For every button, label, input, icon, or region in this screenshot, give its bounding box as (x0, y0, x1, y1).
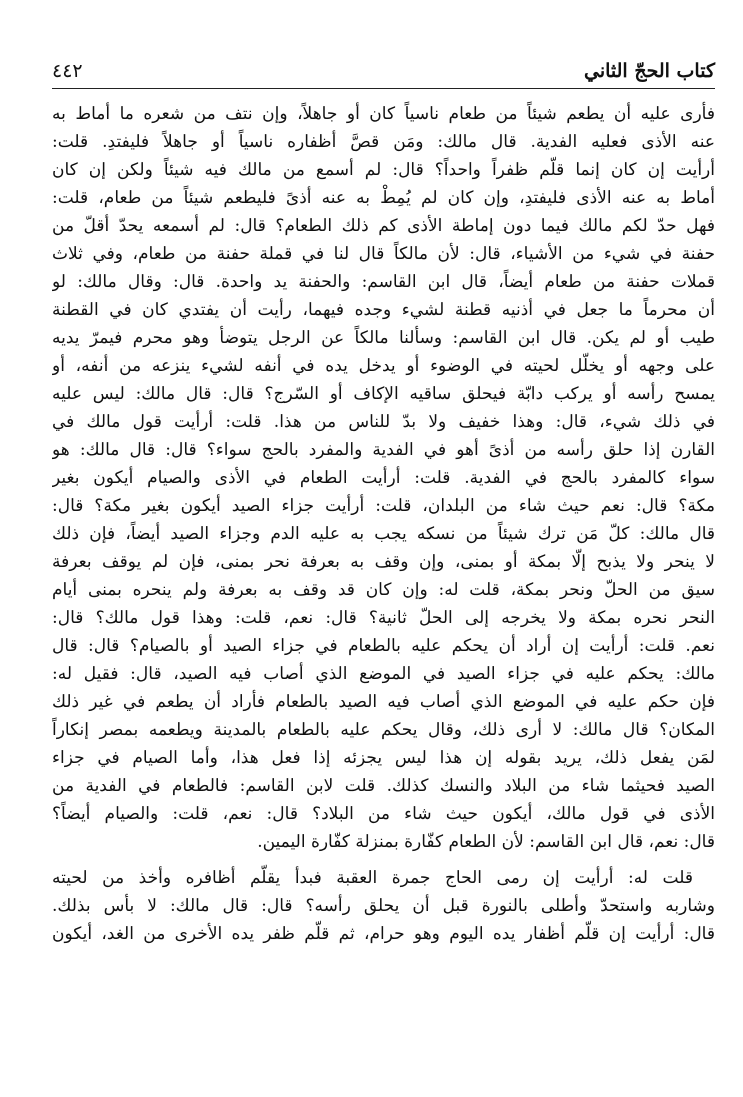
text-line: الصيد فحيثما شاء من البلاد والنسك كذلك. قلت لابن القاسم: فالطعام في الفدية من (52, 776, 715, 796)
text-line: قلت له: أرأيت إن رمى الحاج جمرة العقبة فبدأ يقلّم أظافره وأخذ من لحيته (52, 868, 693, 888)
text-line: قال مالك: كلّ مَن ترك شيئاً من نسكه يجب به عليه الدم وجزاء الصيد أيضاً، فإن ذلك (52, 524, 715, 544)
text-line: نعم. قلت: أرأيت إن أراد أن يحكم عليه بالطعام في جزاء الصيد أو بالصيام؟ قال: قال (52, 636, 715, 656)
text-line: سيق من الحلّ ونحر بمكة، قلت له: وإن كان قد وقف به بعرفة ولم ينحره بمنى أيام (52, 580, 715, 600)
text-line: أرأيت إن كان إنما قلّم ظفراً واحداً؟ قال: لم أسمع من مالك فيه شيئاً ولكن إن كان (52, 160, 715, 180)
header-divider (52, 88, 715, 89)
page-number: ٤٤٢ (52, 60, 83, 82)
text-line: يمسح رأسه أو يركب دابّة فيحلق ساقيه الإكاف أو السّرج؟ قال: قال مالك: ليس عليه (52, 384, 715, 404)
text-line: حفنة في شيء من الأشياء، قال: لأن مالكاً قال لنا في قملة حفنة من طعام، وفي ثلاث (52, 244, 715, 264)
paragraph-gap (52, 856, 715, 864)
paragraph-1 (52, 100, 715, 856)
text-line: القارن إذا حلق رأسه من أذىً أهو في الفدية والمفرد بالحج سواء؟ قال: قال مالك: هو (52, 440, 715, 460)
page-body (52, 100, 715, 948)
text-line: فإن حكم عليه في الموضع الذي أصاب فيه الصيد بالطعام فأراد أن يطعم في غير ذلك (52, 692, 715, 712)
text-line: سواء كالمفرد بالحج في الفدية. قلت: أرأيت الطعام في الأذى والصيام أيكون بغير (52, 468, 715, 488)
text-line: لمَن يفعل ذلك، يريد بقوله إن هذا ليس يجزئه إذا فعل هذا، وأما الصيام في جزاء (52, 748, 715, 768)
text-line: عنه الأذى فعليه الفدية. قال مالك: ومَن قصَّ أظفاره ناسياً أو جاهلاً فليفتدِ. قلت: (52, 132, 715, 152)
text-line: مكة؟ قال: نعم حيث شاء من البلدان، قلت: أرأيت جزاء الصيد أيكون بغير مكة؟ قال: (52, 496, 715, 516)
text-line: في ذلك شيء، قال: وهذا خفيف ولا بدّ للناس من هذا. قلت: أرأيت قول مالك في (52, 412, 715, 432)
text-line: النحر نحره بمكة ولا يخرجه إلى الحلّ ثانية؟ قال: نعم، قلت: وهذا قول مالك؟ قال: (52, 608, 715, 628)
running-title: كتاب الحجّ الثاني (584, 60, 715, 82)
text-line: على وجهه أو يخلّل لحيته في الوضوء أو يدخل يده في أنفه لشيء ينزعه من أنفه، أو (52, 356, 715, 376)
text-line: لا ينحر ولا يذبح إلّا بمكة أو بمنى، وإن وقف به بعرفة نحر بمنى، فإن لم يوقف بعرفة (52, 552, 715, 572)
text-line: طيب أو لم يكن. قال ابن القاسم: وسألنا مالكاً عن الرجل يتوضأ وهو محرم فيمرّ يديه (52, 328, 715, 348)
text-line: مالك: يحكم عليه في جزاء الصيد في الموضع الذي أصاب فيه الصيد، قال: فقيل له: (52, 664, 715, 684)
text-line: أماط به عنه الأذى فليفتدِ، وإن كان لم يُمِطْ به عنه أذىً فليطعم شيئاً من طعام، قلت: (52, 188, 715, 208)
text-line: أن محرماً ما جعل في أذنيه قطنة لشيء وجده فيهما، رأيت أن يفتدي كان في القطنة (52, 300, 715, 320)
page-header (52, 56, 715, 86)
text-line: فهل حدّ لكم مالك فيما دون إماطة الأذى كم ذلك الطعام؟ قال: لم أسمعه يحدّ أقلّ من (52, 216, 715, 236)
text-line: قال: نعم، قال ابن القاسم: لأن الطعام كفّارة بمنزلة كفّارة اليمين. (257, 832, 715, 852)
text-line: وشاربه واستحدّ وأطلى بالنورة قبل أن يحلق رأسه؟ قال: قال مالك: لا بأس بذلك. (52, 896, 715, 916)
text-line: قملات حفنة من طعام أيضاً، قال ابن القاسم: والحفنة يد واحدة. قال: وقال مالك: لو (52, 272, 715, 292)
text-line: المكان؟ قال مالك: لا أرى ذلك، وقال يحكم عليه بالطعام بالمدينة ويطعمه بمصر إنكاراً (52, 720, 715, 740)
paragraph-2 (52, 864, 715, 948)
text-line: فأرى عليه أن يطعم شيئاً من طعام ناسياً كان أو جاهلاً، وإن نتف من شعره ما أماط به (52, 104, 715, 124)
text-line: الأذى في قول مالك، أيكون حيث شاء من البلاد؟ قال: نعم، قلت: والصيام أيضاً؟ (52, 804, 715, 824)
text-line: قال: أرأيت إن قلّم أظفار يده اليوم وهو حرام، ثم قلّم ظفر يده الأخرى من الغد، أيكون (52, 924, 715, 944)
